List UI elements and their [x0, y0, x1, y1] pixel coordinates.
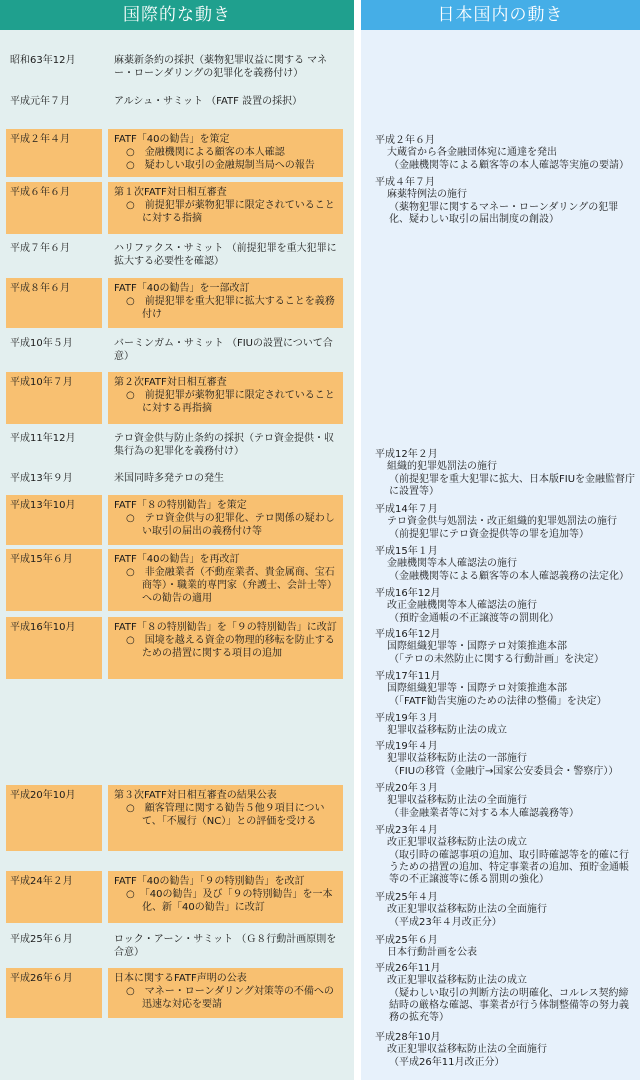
event-title: FATF「８の特別勧告」を策定	[114, 500, 247, 511]
event-detail: ○ 非金融業者（不動産業者、貴金属商、宝石商等）・職業的専門家（弁護士、会計士等）への勧告の適用	[126, 567, 337, 604]
intl-event	[6, 50, 343, 88]
domestic-event	[375, 1032, 637, 1069]
event-date: 平成25年４月	[375, 892, 438, 903]
domestic-header: 日本国内の動き	[361, 0, 640, 30]
domestic-event	[375, 671, 637, 708]
event-desc: 大蔵省から各金融団体宛に通達を発出	[387, 147, 557, 159]
intl-event	[6, 182, 343, 234]
event-body	[108, 129, 343, 177]
event-date: 平成４年７月	[375, 177, 435, 188]
event-detail: ○ 前提犯罪を重大犯罪に拡大することを義務付け	[126, 296, 335, 320]
event-date: 平成26年11月	[375, 963, 441, 974]
event-body	[108, 238, 343, 272]
event-note: （取引時の確認事項の追加、取引時確認等を的確に行うための措置の追加、特定事業者の追加、預貯金通帳等の不正譲渡等に係る罰則の強化）	[389, 849, 629, 886]
event-date: 平成13年10月	[6, 495, 102, 545]
intl-event	[6, 333, 343, 367]
domestic-event	[375, 825, 637, 886]
event-title: 米国同時多発テロの発生	[114, 473, 224, 484]
domestic-event	[375, 135, 637, 172]
intl-event	[6, 428, 343, 464]
event-date: 平成19年４月	[375, 741, 438, 752]
intl-event	[6, 968, 343, 1018]
event-date: 平成６年６月	[6, 182, 102, 234]
event-body	[108, 549, 343, 611]
event-desc: 金融機関等本人確認法の施行	[387, 558, 517, 570]
event-body	[108, 91, 343, 125]
event-body	[108, 785, 343, 851]
event-note: （金融機関等による顧客等の本人確認義務の法定化）	[389, 570, 629, 582]
event-title: 日本に関するFATF声明の公表	[114, 973, 247, 984]
event-detail: ○ 前提犯罪が薬物犯罪に限定されていることに対する再指摘	[126, 390, 335, 414]
event-date: 平成17年11月	[375, 671, 441, 682]
event-desc: 改正金融機関等本人確認法の施行	[387, 600, 537, 612]
event-date: 平成20年３月	[375, 783, 438, 794]
event-title: FATF「８の特別勧告」を「９の特別勧告」に改訂	[114, 622, 337, 633]
event-date: 平成13年９月	[10, 473, 73, 484]
intl-event	[6, 372, 343, 424]
event-date: 平成26年６月	[6, 968, 102, 1018]
event-desc: 犯罪収益移転防止法の成立	[387, 725, 507, 737]
event-date: 平成19年３月	[375, 713, 438, 724]
event-date: 昭和63年12月	[10, 55, 76, 66]
domestic-event	[375, 546, 637, 583]
event-title: 第２次FATF対日相互審査	[114, 377, 227, 388]
event-detail: ○ 疑わしい取引の金融規制当局への報告	[126, 160, 315, 171]
intl-event	[6, 929, 343, 963]
intl-event	[6, 549, 343, 611]
event-note: （「FATF勧告実施のための法律の整備」を決定）	[389, 695, 607, 707]
event-note: （平成23年４月改正分）	[389, 916, 502, 928]
event-desc: 国際組織犯罪等・国際テロ対策推進本部	[387, 641, 567, 653]
event-detail: ○ 国境を越える資金の物理的移転を防止するための措置に関する項目の追加	[126, 635, 335, 659]
event-title: 第３次FATF対日相互審査の結果公表	[114, 790, 277, 801]
event-desc: 改正犯罪収益移転防止法の全面施行	[387, 1044, 547, 1056]
event-body	[108, 468, 343, 492]
event-desc: 改正犯罪収益移転防止法の全面施行	[387, 904, 547, 916]
event-date: 平成28年10月	[375, 1032, 441, 1043]
event-title: バーミンガム・サミット （FIUの設置について合意）	[114, 338, 333, 362]
event-body	[108, 617, 343, 679]
event-date: 平成15年６月	[6, 549, 102, 611]
event-body	[108, 929, 343, 963]
domestic-event	[375, 449, 637, 498]
event-title: FATF「40の勧告」を策定	[114, 134, 230, 145]
event-date: 平成８年６月	[6, 278, 102, 328]
event-detail: ○ テロ資金供与の犯罪化、テロ関係の疑わしい取引の届出の義務付け等	[126, 513, 335, 537]
event-note: （FIUの移管（金融庁→国家公安委員会・警察庁））	[389, 765, 619, 777]
event-title: 麻薬新条約の採択（薬物犯罪収益に関する マネー・ローンダリングの犯罪化を義務付け）	[114, 55, 328, 79]
event-date: 平成16年10月	[6, 617, 102, 679]
event-date: 平成16年12月	[375, 588, 441, 599]
event-date: 平成10年５月	[10, 338, 73, 349]
event-date: 平成元年７月	[10, 96, 70, 107]
intl-event	[6, 238, 343, 272]
event-detail: ○ 「40の勧告」及び「９の特別勧告」を一本化、新「40の勧告」に改訂	[126, 889, 333, 913]
event-title: FATF「40の勧告」を一部改訂	[114, 283, 250, 294]
event-detail: ○ 顧客管理に関する勧告５他９項目について、「不履行（NC）」との評価を受ける	[126, 803, 325, 827]
event-desc: 犯罪収益移転防止法の全面施行	[387, 795, 527, 807]
event-date: 平成15年１月	[375, 546, 438, 557]
domestic-event	[375, 963, 637, 1024]
event-detail: ○ 金融機関による顧客の本人確認	[126, 147, 285, 158]
event-title: ハリファクス・サミット （前提犯罪を重大犯罪に拡大する必要性を確認）	[114, 243, 337, 267]
event-date: 平成20年10月	[6, 785, 102, 851]
event-date: 平成12年２月	[375, 449, 438, 460]
event-note: （薬物犯罪に関するマネー・ローンダリングの犯罪化、疑わしい取引の届出制度の創設）	[389, 201, 619, 225]
event-title: 第１次FATF対日相互審査	[114, 187, 227, 198]
intl-event	[6, 617, 343, 679]
event-desc: テロ資金供与処罰法・改正組織的犯罪処罰法の施行	[387, 516, 617, 528]
event-note: （「テロの未然防止に関する行動計画」を決定）	[389, 653, 604, 665]
event-detail: ○ 前提犯罪が薬物犯罪に限定されていることに対する指摘	[126, 200, 335, 224]
domestic-event	[375, 741, 637, 778]
event-title: アルシュ・サミット （FATF 設置の採択）	[114, 96, 303, 107]
event-date: 平成14年７月	[375, 504, 438, 515]
event-title: FATF「40の勧告」を再改訂	[114, 554, 240, 565]
event-date: 平成７年６月	[10, 243, 70, 254]
event-detail: ○ マネー・ローンダリング対策等の不備への迅速な対応を要請	[126, 986, 334, 1010]
event-date: 平成11年12月	[10, 433, 76, 444]
intl-event	[6, 129, 343, 177]
event-date: 平成24年２月	[6, 871, 102, 923]
intl-event	[6, 785, 343, 851]
domestic-event	[375, 935, 637, 960]
intl-event	[6, 278, 343, 328]
event-note: （疑わしい取引の判断方法の明確化、コルレス契約締結時の厳格な確認、事業者が行う体制整備等の努力義務の拡充等）	[389, 987, 629, 1024]
domestic-event	[375, 783, 637, 820]
event-body	[108, 428, 343, 464]
event-body	[108, 278, 343, 328]
intl-event	[6, 495, 343, 545]
event-note: （前提犯罪にテロ資金提供等の罪を追加等）	[389, 528, 589, 540]
event-desc: 麻薬特例法の施行	[387, 189, 467, 201]
event-note: （預貯金通帳の不正譲渡等の罰則化）	[389, 612, 559, 624]
event-body	[108, 871, 343, 923]
event-desc: 日本行動計画を公表	[387, 947, 477, 959]
event-body	[108, 50, 343, 88]
event-body	[108, 495, 343, 545]
event-body	[108, 968, 343, 1018]
event-desc: 改正犯罪収益移転防止法の成立	[387, 837, 527, 849]
event-desc: 国際組織犯罪等・国際テロ対策推進本部	[387, 683, 567, 695]
international-header: 国際的な動き	[0, 0, 354, 30]
event-note: （非金融業者等に対する本人確認義務等）	[389, 807, 579, 819]
domestic-event	[375, 177, 637, 226]
event-date: 平成25年６月	[375, 935, 438, 946]
event-note: （金融機関等による顧客等の本人確認等実施の要請）	[389, 159, 629, 171]
event-body	[108, 333, 343, 367]
intl-event	[6, 871, 343, 923]
event-title: ロック・アーン・サミット （Ｇ８行動計画原則を合意）	[114, 934, 337, 958]
domestic-event	[375, 713, 637, 738]
event-title: テロ資金供与防止条約の採択（テロ資金提供・収集行為の犯罪化を義務付け）	[114, 433, 334, 457]
event-date: 平成25年６月	[10, 934, 73, 945]
domestic-event	[375, 588, 637, 625]
event-body	[108, 372, 343, 424]
event-date: 平成２年６月	[375, 135, 435, 146]
event-title: FATF「40の勧告」「９の特別勧告」を改訂	[114, 876, 305, 887]
event-desc: 犯罪収益移転防止法の一部施行	[387, 753, 527, 765]
intl-event	[6, 91, 343, 125]
domestic-event	[375, 629, 637, 666]
event-desc: 改正犯罪収益移転防止法の成立	[387, 975, 527, 987]
event-note: （平成26年11月改正分）	[389, 1056, 505, 1068]
event-date: 平成２年４月	[6, 129, 102, 177]
domestic-event	[375, 892, 637, 929]
event-desc: 組織的犯罪処罰法の施行	[387, 461, 497, 473]
event-date: 平成10年７月	[6, 372, 102, 424]
event-date: 平成16年12月	[375, 629, 441, 640]
event-date: 平成23年４月	[375, 825, 438, 836]
event-note: （前提犯罪を重大犯罪に拡大、日本版FIUを金融監督庁に設置等）	[389, 473, 636, 497]
domestic-event	[375, 504, 637, 541]
intl-event	[6, 468, 343, 492]
event-body	[108, 182, 343, 234]
